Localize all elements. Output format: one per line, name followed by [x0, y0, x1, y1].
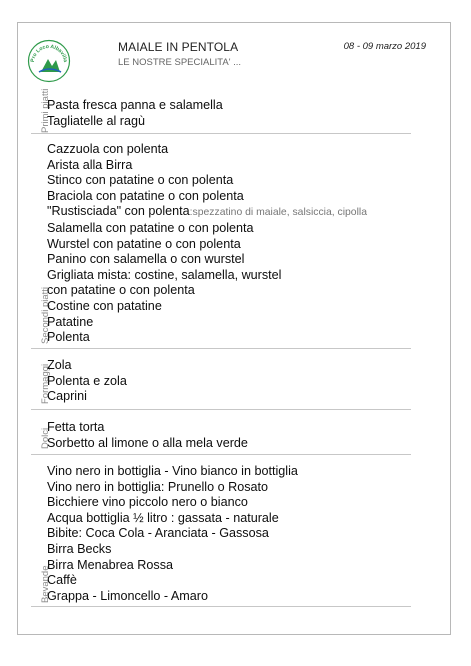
menu-title: MAIALE IN PENTOLA	[118, 40, 239, 54]
menu-item: Costine con patatine	[47, 298, 162, 313]
section-label-formaggi: Formaggi	[40, 363, 51, 404]
menu-item: Grigliata mista: costine, salamella, wurstel	[47, 267, 282, 282]
menu-item: Patatine	[47, 314, 94, 329]
menu-item: Caffè	[47, 573, 77, 588]
section-secondi	[47, 142, 367, 346]
menu-item: Vino nero in bottiglia: Prunello o Rosato	[47, 479, 268, 494]
divider	[31, 348, 411, 349]
section-primi	[47, 98, 223, 129]
menu-item: Stinco con patatine o con polenta	[47, 173, 234, 188]
menu-item: Panino con salamella o con wurstel	[47, 252, 245, 267]
menu-item: Fetta torta	[47, 420, 105, 434]
menu-item: Braciola con patatine o con polenta	[47, 188, 244, 203]
logo-text: Pro Loco Albavilla	[29, 43, 69, 63]
pro-loco-logo	[27, 39, 71, 83]
menu-item: con patatine o con polenta	[47, 283, 195, 298]
menu-item: Vino nero in bottiglia - Vino bianco in bottiglia	[47, 464, 298, 478]
section-label-primi: Primi piatti	[40, 88, 51, 133]
menu-item: Polenta	[47, 330, 90, 345]
section-formaggi	[47, 358, 127, 405]
menu-item: Sorbetto al limone o alla mela verde	[47, 435, 248, 450]
section-label-dolci: Dolci	[40, 427, 51, 449]
menu-item: Tagliatelle al ragù	[47, 113, 146, 128]
divider	[31, 133, 411, 134]
divider	[31, 409, 411, 410]
menu-item: Wurstel con patatine o con polenta	[47, 236, 241, 251]
menu-item	[47, 204, 367, 221]
menu-item: Salamella con patatine o con polenta	[47, 220, 254, 235]
menu-item-note: :spezzatino di maiale, salsiccia, cipolla	[189, 207, 367, 219]
menu-item: Acqua bottiglia ½ litro : gassata - naturale	[47, 510, 279, 525]
menu-subtitle: LE NOSTRE SPECIALITA' ...	[118, 57, 242, 68]
menu-item: Bibite: Coca Cola - Aranciata - Gassosa	[47, 526, 269, 541]
section-label-secondi: Secondi piatti	[40, 286, 51, 344]
menu-item: Grappa - Limoncello - Amaro	[47, 588, 208, 603]
menu-item: Cazzuola con polenta	[47, 142, 169, 156]
divider	[31, 454, 411, 455]
menu-item: Zola	[47, 358, 72, 372]
menu-item: Polenta e zola	[47, 373, 127, 388]
menu-item: Birra Menabrea Rossa	[47, 557, 173, 572]
menu-item: Caprini	[47, 389, 87, 404]
menu-item-text: "Rustisciada" con polenta	[47, 204, 190, 219]
section-label-bevande: Bevande	[40, 565, 51, 603]
menu-item: Pasta fresca panna e salamella	[47, 98, 223, 112]
menu-item: Birra Becks	[47, 541, 112, 556]
section-dolci	[47, 420, 248, 451]
divider	[31, 606, 411, 607]
menu-item: Arista alla Birra	[47, 157, 133, 172]
menu-item: Bicchiere vino piccolo nero o bianco	[47, 495, 248, 510]
section-bevande	[47, 464, 298, 604]
event-date: 08 - 09 marzo 2019	[343, 41, 426, 52]
